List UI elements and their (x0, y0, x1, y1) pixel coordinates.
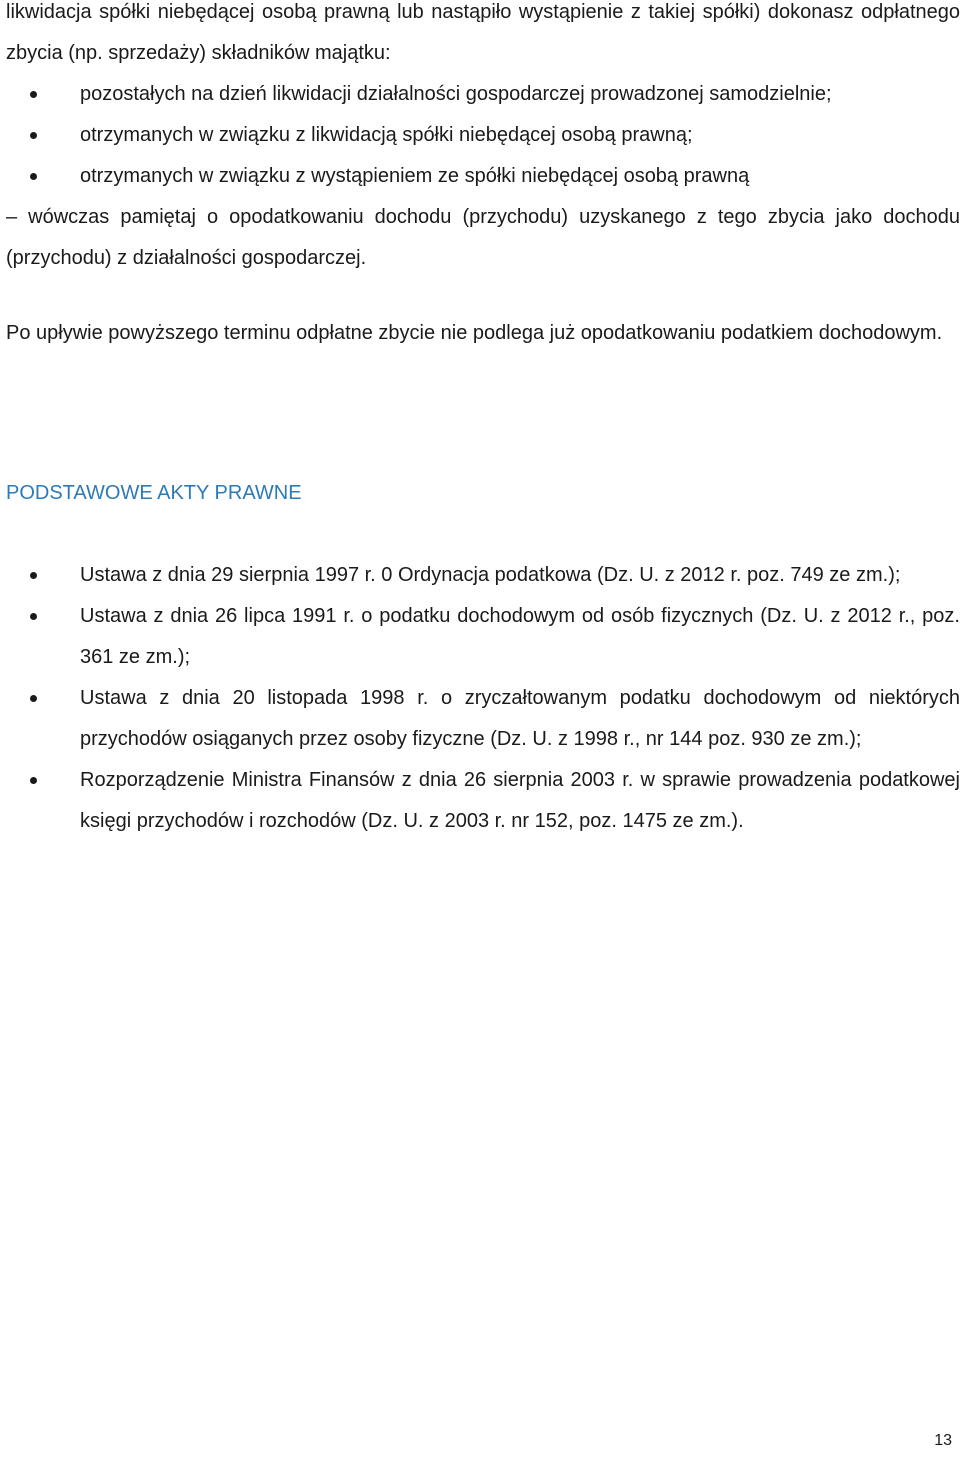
list-item (6, 156, 960, 197)
list-item-text: otrzymanych w związku z likwidacją spółki niebędącej osobą prawną; (80, 124, 693, 146)
bullet-icon (30, 572, 37, 579)
list-item-text: Ustawa z dnia 29 sierpnia 1997 r. 0 Ordynacja podatkowa (Dz. U. z 2012 r. poz. 749 ze zm.); (80, 564, 901, 586)
list-item-text: otrzymanych w związku z wystąpieniem ze spółki niebędącej osobą prawną (80, 165, 750, 187)
list-item (6, 555, 960, 596)
bullet-icon (30, 132, 37, 139)
bullet-icon (30, 695, 37, 702)
page-number: 13 (934, 1432, 952, 1449)
list-item (6, 74, 960, 115)
intro-paragraph: likwidacja spółki niebędącej osobą prawną lub nastąpiło wystąpienie z takiej spółki) dokonasz odpłatnego zbycia (np. sprzedaży) składników majątku: (6, 1, 960, 64)
list-item (6, 760, 960, 842)
list-item-text: Ustawa z dnia 20 listopada 1998 r. o zryczałtowanym podatku dochodowym od niektórych przychodów osiąganych przez osoby fizyczne (Dz. U. z 1998 r., nr 144 poz. 930 ze zm.); (80, 687, 960, 750)
after-bullets-paragraph: – wówczas pamiętaj o opodatkowaniu dochodu (przychodu) uzyskanego z tego zbycia jako dochodu (przychodu) z działalności gospodarczej. (6, 206, 960, 269)
bullet-icon (30, 777, 37, 784)
list-item (6, 115, 960, 156)
list-item (6, 678, 960, 760)
list-item-text: Ustawa z dnia 26 lipca 1991 r. o podatku dochodowym od osób fizycznych (Dz. U. z 2012 r., poz. 361 ze zm.); (80, 605, 960, 668)
intro-bullet-list (6, 74, 960, 197)
list-item-text: Rozporządzenie Ministra Finansów z dnia 26 sierpnia 2003 r. w sprawie prowadzenia podatkowej księgi przychodów i rozchodów (Dz. U. z 2003 r. nr 152, poz. 1475 ze zm.). (80, 769, 960, 832)
bullet-icon (30, 173, 37, 180)
bullet-icon (30, 613, 37, 620)
bullet-icon (30, 91, 37, 98)
list-item-text: pozostałych na dzień likwidacji działalności gospodarczej prowadzonej samodzielnie; (80, 83, 832, 105)
legal-acts-list (6, 555, 960, 842)
second-paragraph: Po upływie powyższego terminu odpłatne zbycie nie podlega już opodatkowaniu podatkiem dochodowym. (6, 322, 943, 344)
intro-section (6, 0, 960, 279)
list-item (6, 596, 960, 678)
section-heading: PODSTAWOWE AKTY PRAWNE (6, 482, 302, 504)
